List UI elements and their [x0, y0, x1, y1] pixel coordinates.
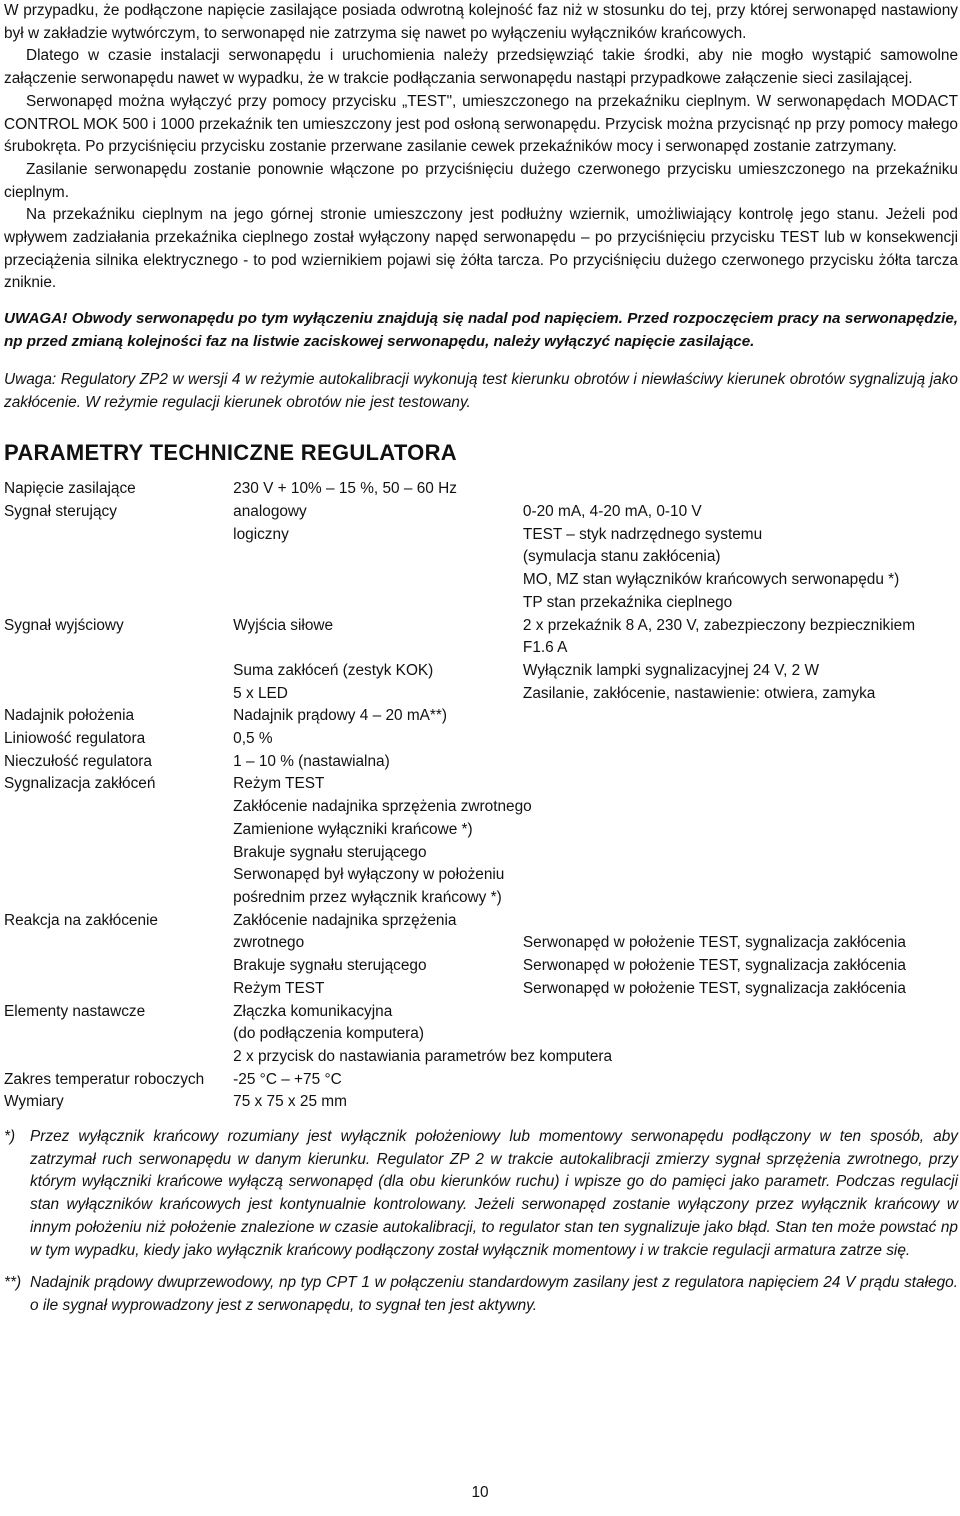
spec-value: 1 – 10 % (nastawialna) — [233, 752, 390, 770]
spec-sub: Reżym TEST — [233, 979, 325, 997]
spec-row-settings — [0, 1001, 960, 1069]
spec-value: Brakuje sygnału sterującego — [233, 843, 427, 861]
intro-paragraph-4: Zasilanie serwonapędu zostanie ponownie włączone po przyciśnięciu dużego czerwonego przycisku umieszczonego na przekaźniku cieplnym. — [4, 160, 958, 201]
spec-sub: zwrotnego — [233, 934, 305, 952]
spec-value: 75 x 75 x 25 mm — [233, 1093, 347, 1111]
spec-row-position — [0, 705, 960, 728]
spec-value: 230 V + 10% – 15 %, 50 – 60 Hz — [233, 480, 457, 498]
spec-row-reaction — [0, 910, 960, 1001]
warning-paragraph — [4, 307, 958, 353]
spec-label: Nieczułość regulatora — [4, 752, 152, 770]
intro-paragraph-1: W przypadku, że podłączone napięcie zasilające posiada odwrotną kolejność faz niż w stosunku do tej, przy której serwonapęd nastawiony był w zakładzie wytwórczym, to serwonapęd nie zatrzyma się nawet po wyłączeniu wyłączników krańcowych. — [4, 2, 958, 42]
page-number: 10 — [471, 1484, 489, 1501]
spec-row-linearity — [0, 728, 960, 751]
spec-sub: Brakuje sygnału sterującego — [233, 957, 427, 975]
warning-label: UWAGA! — [4, 310, 68, 328]
spec-value: TEST – styk nadrzędnego systemu — [522, 525, 763, 543]
spec-value: Reżym TEST — [233, 775, 325, 793]
intro-paragraph-3: Serwonapęd można wyłączyć przy pomocy przycisku „TEST", umieszczonego na przekaźniku cieplnym. W serwonapędach MODACT CONTROL MOK 500 i 1000 przekaźnik ten umieszczony jest pod osłoną serwonapędu. Przycisk można przycisnąć np przy pomocy małego śrubokręta. Po przyciśnięciu przycisku zostanie przerwane zasilanie cewek przekaźników mocy i serwonapęd zostanie zatrzymany. — [4, 92, 958, 156]
spec-label: Nadajnik położenia — [4, 707, 135, 725]
spec-value: 2 x przekaźnik 8 A, 230 V, zabezpieczony bezpiecznikiem — [522, 616, 916, 634]
spec-row-output — [0, 615, 960, 706]
spec-table — [0, 478, 960, 1114]
spec-row-control — [0, 501, 960, 615]
footnote-marker: *) — [4, 1128, 16, 1146]
spec-sub: Wyjścia siłowe — [233, 616, 334, 634]
spec-value: TP stan przekaźnika cieplnego — [522, 593, 733, 611]
spec-value: 0,5 % — [233, 730, 273, 748]
spec-value: Zakłócenie nadajnika sprzężenia zwrotnego — [233, 798, 532, 816]
spec-value: MO, MZ stan wyłączników krańcowych serwonapędu *) — [522, 571, 900, 589]
spec-value: Zasilanie, zakłócenie, nastawienie: otwiera, zamyka — [522, 684, 876, 702]
spec-value: Nadajnik prądowy 4 – 20 mA**) — [233, 707, 448, 725]
spec-value: 2 x przycisk do nastawiania parametrów bez komputera — [233, 1047, 613, 1065]
spec-label: Wymiary — [4, 1093, 64, 1111]
spec-label: Liniowość regulatora — [4, 730, 146, 748]
spec-value: pośrednim przez wyłącznik krańcowy *) — [233, 888, 502, 906]
spec-label: Reakcja na zakłócenie — [4, 911, 158, 929]
footnote-1 — [4, 1126, 958, 1262]
spec-row-signalling — [0, 773, 960, 909]
note-paragraph: Uwaga: Regulatory ZP2 w wersji 4 w reżymie autokalibracji wykonują test kierunku obrotów i niewłaściwy kierunek obrotów sygnalizują jako zakłócenie. W reżymie regulacji kierunek obrotów nie jest testowany. — [4, 371, 958, 412]
spec-value: (symulacja stanu zakłócenia) — [522, 548, 721, 566]
spec-value: Złączka komunikacyjna — [233, 1002, 393, 1020]
intro-paragraph-5: Na przekaźniku cieplnym na jego górnej stronie umieszczony jest podłużny wziernik, umożliwiający kontrolę jego stanu. Jeżeli pod wpływem zadziałania przekaźnika cieplnego został wyłączony napęd serwonapędu – po przyciśnięciu przycisku TEST lub w konsekwencji przeciążenia silnika elektrycznego - to pod wziernikiem pojawi się żółta tarcza. Po przyciśnięciu dużego czerwonego przycisku żółta tarcza zniknie. — [4, 206, 958, 292]
spec-row-deadband — [0, 751, 960, 774]
document-page — [4, 0, 958, 1318]
spec-value: Serwonapęd w położenie TEST, sygnalizacja zakłócenia — [522, 934, 906, 952]
spec-label: Sygnał wyjściowy — [4, 616, 124, 634]
footnote-2 — [4, 1272, 958, 1317]
footnote-text: Przez wyłącznik krańcowy rozumiany jest wyłącznik położeniowy lub momentowy serwonapędu podłączony w ten sposób, aby zatrzymał ruch serwonapędu w danym kierunku. Regulator ZP 2 w trakcie autokalibracji zmierzy sygnał sprzężenia zwrotnego, przy którym wyłączniki krańcowe wyłączą serwonapęd (dla obu kierunków ruchu) i wpisze go do pamięci jako parametr. Podczas regulacji stan wyłączników krańcowych jest kontynualnie kontrolowany. Jeżeli serwonapęd zostanie wyłączony przez wyłącznik krańcowy w innym położeniu niż położenie znalezione w czasie autokalibracji, to regulator stan ten sygnalizuje jako błąd. Stan ten może powstać np w tym wypadku, kiedy jako wyłącznik krańcowy podłączony został wyłącznik momentowy i w trakcie regulacji armatura zatrze się. — [30, 1128, 958, 1259]
spec-sub: analogowy — [233, 503, 307, 521]
spec-row-temperature — [0, 1069, 960, 1092]
warning-text: Obwody serwonapędu po tym wyłączeniu znajdują się nadal pod napięciem. Przed rozpoczęciem pracy na serwonapędzie, np przed zmianą kolejności faz na listwie zaciskowej serwonapędu, należy wyłączyć napięcie zasilające. — [4, 310, 958, 351]
spec-value: 0-20 mA, 4-20 mA, 0-10 V — [522, 503, 702, 521]
spec-sub: logiczny — [233, 525, 289, 543]
spec-row-dimensions — [0, 1091, 960, 1114]
intro-paragraph-2: Dlatego w czasie instalacji serwonapędu i uruchomienia należy przedsięwziąć takie środki, aby nie mogło wystąpić samowolne załączenie serwonapędu nawet w wypadku, że w trakcie podłączania serwonapędu nastąpi przypadkowe załączenie sieci zasilającej. — [4, 47, 958, 88]
spec-label: Zakres temperatur roboczych — [4, 1070, 205, 1088]
spec-sub: 5 x LED — [233, 684, 288, 702]
spec-value: Wyłącznik lampki sygnalizacyjnej 24 V, 2 W — [522, 661, 820, 679]
spec-value: -25 °C – +75 °C — [233, 1070, 342, 1088]
spec-value: Serwonapęd w położenie TEST, sygnalizacja zakłócenia — [522, 979, 906, 997]
spec-value: Zamienione wyłączniki krańcowe *) — [233, 820, 473, 838]
spec-value: (do podłączenia komputera) — [233, 1025, 424, 1043]
spec-sub: Suma zakłóceń (zestyk KOK) — [233, 661, 434, 679]
spec-row-supply — [0, 478, 960, 501]
spec-value: Serwonapęd był wyłączony w położeniu — [233, 866, 505, 884]
spec-value: Serwonapęd w położenie TEST, sygnalizacja zakłócenia — [522, 957, 906, 975]
spec-sub: Zakłócenie nadajnika sprzężenia — [233, 911, 457, 929]
spec-label: Sygnał sterujący — [4, 503, 117, 521]
spec-value: F1.6 A — [522, 639, 568, 657]
section-heading: PARAMETRY TECHNICZNE REGULATORA — [4, 440, 457, 466]
footnote-marker: **) — [4, 1274, 22, 1292]
footnote-text: Nadajnik prądowy dwuprzewodowy, np typ CPT 1 w połączeniu standardowym zasilany jest z regulatora napięciem 24 V prądu stałego. o ile sygnał wyprowadzony jest z serwonapędu, to sygnał ten jest aktywny. — [30, 1274, 958, 1314]
spec-label: Napięcie zasilające — [4, 480, 136, 498]
spec-label: Sygnalizacja zakłóceń — [4, 775, 156, 793]
spec-label: Elementy nastawcze — [4, 1002, 146, 1020]
